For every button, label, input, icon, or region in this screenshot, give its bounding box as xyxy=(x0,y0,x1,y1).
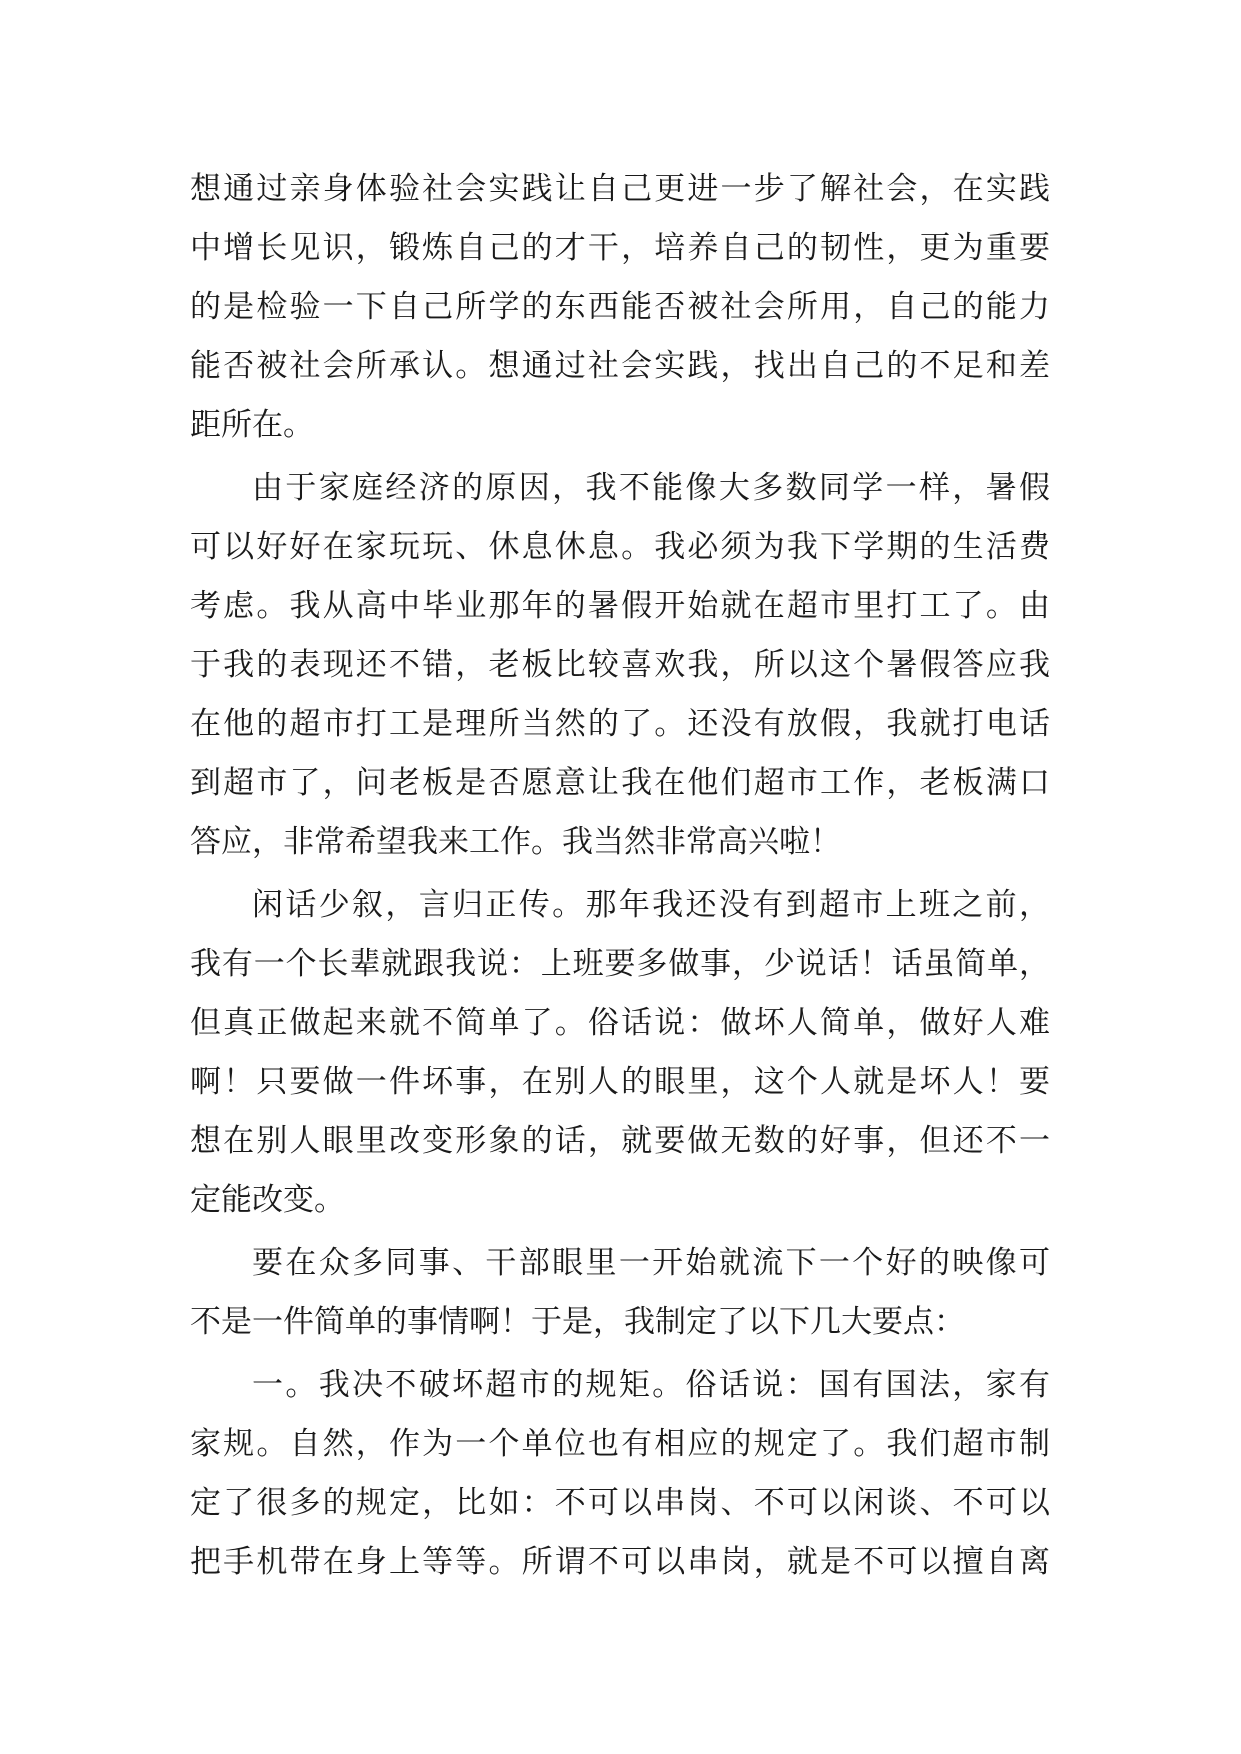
text-line: 啊！只要做一件坏事，在别人的眼里，这个人就是坏人！要 xyxy=(190,1064,1050,1100)
text-line: 一。我决不破坏超市的规矩。俗话说：国有国法，家有 xyxy=(252,1367,1050,1403)
paragraph xyxy=(190,459,1050,872)
text-line: 答应，非常希望我来工作。我当然非常高兴啦！ xyxy=(190,824,841,860)
text-line: 想通过亲身体验社会实践让自己更进一步了解社会，在实践 xyxy=(190,171,1050,207)
text-line: 在他的超市打工是理所当然的了。还没有放假，我就打电话 xyxy=(190,706,1050,742)
text-line: 闲话少叙，言归正传。那年我还没有到超市上班之前， xyxy=(252,887,1050,923)
text-line: 能否被社会所承认。想通过社会实践，找出自己的不足和差 xyxy=(190,348,1050,384)
paragraph xyxy=(190,1356,1050,1592)
text-line: 不是一件简单的事情啊！于是，我制定了以下几大要点： xyxy=(190,1304,965,1340)
paragraph xyxy=(190,876,1050,1230)
text-line: 可以好好在家玩玩、休息休息。我必须为我下学期的生活费 xyxy=(190,529,1050,565)
text-line: 距所在。 xyxy=(190,407,314,443)
text-line: 定能改变。 xyxy=(190,1182,345,1218)
text-line: 考虑。我从高中毕业那年的暑假开始就在超市里打工了。由 xyxy=(190,588,1050,624)
text-line: 想在别人眼里改变形象的话，就要做无数的好事，但还不一 xyxy=(190,1123,1050,1159)
text-line: 要在众多同事、干部眼里一开始就流下一个好的映像可 xyxy=(252,1245,1050,1281)
paragraph xyxy=(190,160,1050,455)
paragraph xyxy=(190,1234,1050,1352)
text-line: 由于家庭经济的原因，我不能像大多数同学一样，暑假 xyxy=(252,470,1050,506)
text-line: 家规。自然，作为一个单位也有相应的规定了。我们超市制 xyxy=(190,1426,1050,1462)
text-line: 但真正做起来就不简单了。俗话说：做坏人简单，做好人难 xyxy=(190,1005,1050,1041)
text-line: 到超市了，问老板是否愿意让我在他们超市工作，老板满口 xyxy=(190,765,1050,801)
text-line: 中增长见识，锻炼自己的才干，培养自己的韧性，更为重要 xyxy=(190,230,1050,266)
text-line: 于我的表现还不错，老板比较喜欢我，所以这个暑假答应我 xyxy=(190,647,1050,683)
text-line: 把手机带在身上等等。所谓不可以串岗，就是不可以擅自离 xyxy=(190,1544,1050,1580)
text-line: 我有一个长辈就跟我说：上班要多做事，少说话！话虽简单， xyxy=(190,946,1050,982)
text-line: 定了很多的规定，比如：不可以串岗、不可以闲谈、不可以 xyxy=(190,1485,1050,1521)
text-line: 的是检验一下自己所学的东西能否被社会所用，自己的能力 xyxy=(190,289,1050,325)
document-body xyxy=(190,160,1050,1592)
